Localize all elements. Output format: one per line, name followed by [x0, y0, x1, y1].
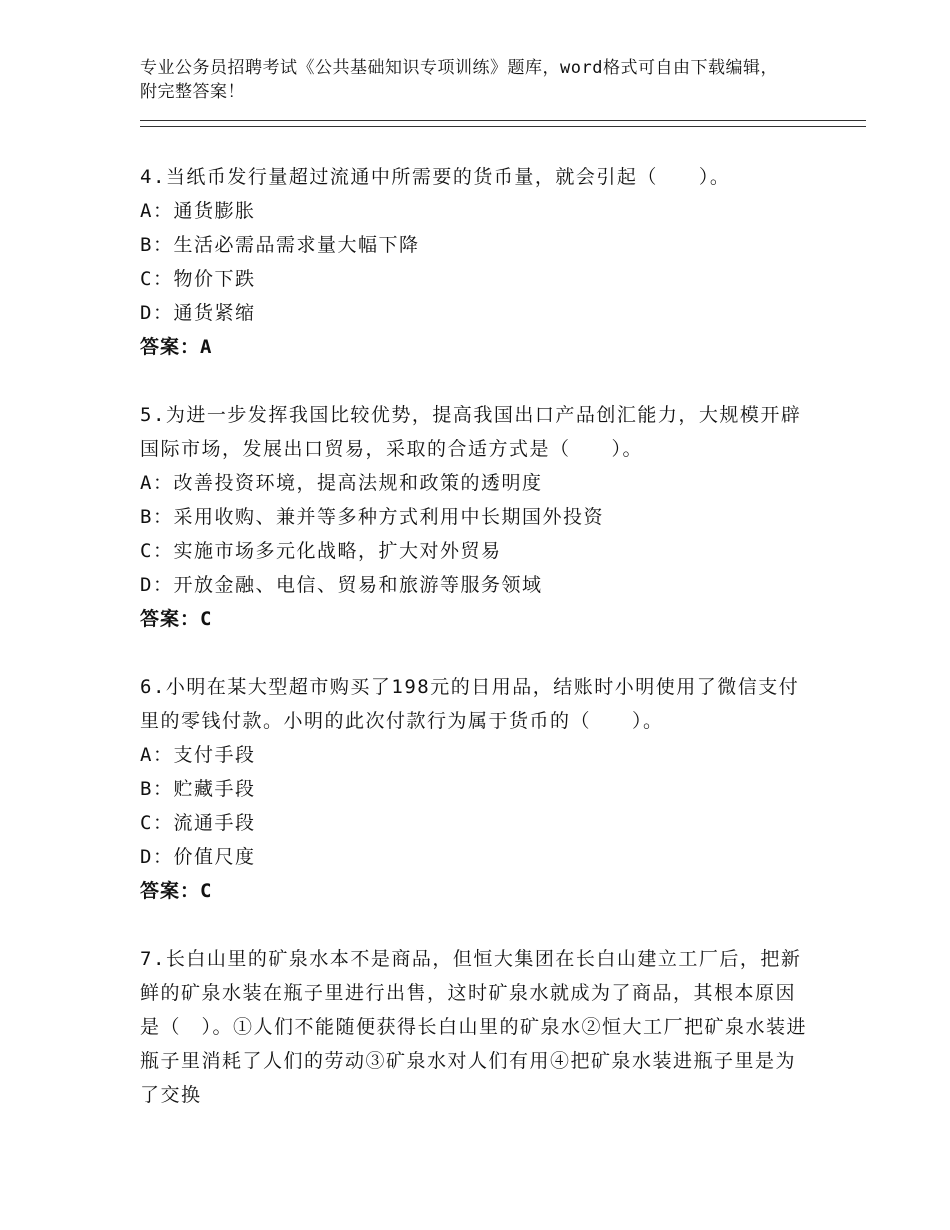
question-list [140, 160, 810, 1146]
question-7 [140, 942, 810, 1112]
answer: 答案：C [140, 880, 213, 902]
answer: 答案：C [140, 608, 213, 630]
option-d: D：通货紧缩 [140, 302, 256, 324]
option-d: D：开放金融、电信、贸易和旅游等服务领域 [140, 574, 543, 596]
answer: 答案：A [140, 336, 213, 358]
question-4 [140, 160, 810, 364]
question-stem: 5.为进一步发挥我国比较优势，提高我国出口产品创汇能力，大规模开辟国际市场，发展出口贸易，采取的合适方式是（ ）。 [140, 404, 802, 460]
option-b: B：生活必需品需求量大幅下降 [140, 234, 420, 256]
header-divider [140, 120, 866, 127]
option-a: A：通货膨胀 [140, 200, 256, 222]
option-c: C：流通手段 [140, 812, 256, 834]
option-b: B：采用收购、兼并等多种方式利用中长期国外投资 [140, 506, 604, 528]
option-d: D：价值尺度 [140, 846, 256, 868]
document-header: 专业公务员招聘考试《公共基础知识专项训练》题库，word格式可自由下载编辑，附完整答案！ [140, 58, 778, 102]
question-stem: 6.小明在某大型超市购买了198元的日用品，结账时小明使用了微信支付里的零钱付款。小明的此次付款行为属于货币的（ ）。 [140, 676, 800, 732]
option-a: A：支付手段 [140, 744, 256, 766]
question-stem: 7.长白山里的矿泉水本不是商品，但恒大集团在长白山建立工厂后，把新鲜的矿泉水装在瓶子里进行出售，这时矿泉水就成为了商品，其根本原因是（ ）。①人们不能随便获得长白山里的矿泉水②恒大工厂把矿泉水装进瓶子里消耗了人们的劳动③矿泉水对人们有用④把矿泉水装进瓶子里是为了交换 [140, 948, 808, 1106]
question-stem: 4.当纸币发行量超过流通中所需要的货币量，就会引起（ ）。 [140, 166, 731, 188]
option-a: A：改善投资环境，提高法规和政策的透明度 [140, 472, 543, 494]
option-b: B：贮藏手段 [140, 778, 256, 800]
option-c: C：实施市场多元化战略，扩大对外贸易 [140, 540, 502, 562]
question-6 [140, 670, 810, 908]
option-c: C：物价下跌 [140, 268, 256, 290]
question-5 [140, 398, 810, 636]
